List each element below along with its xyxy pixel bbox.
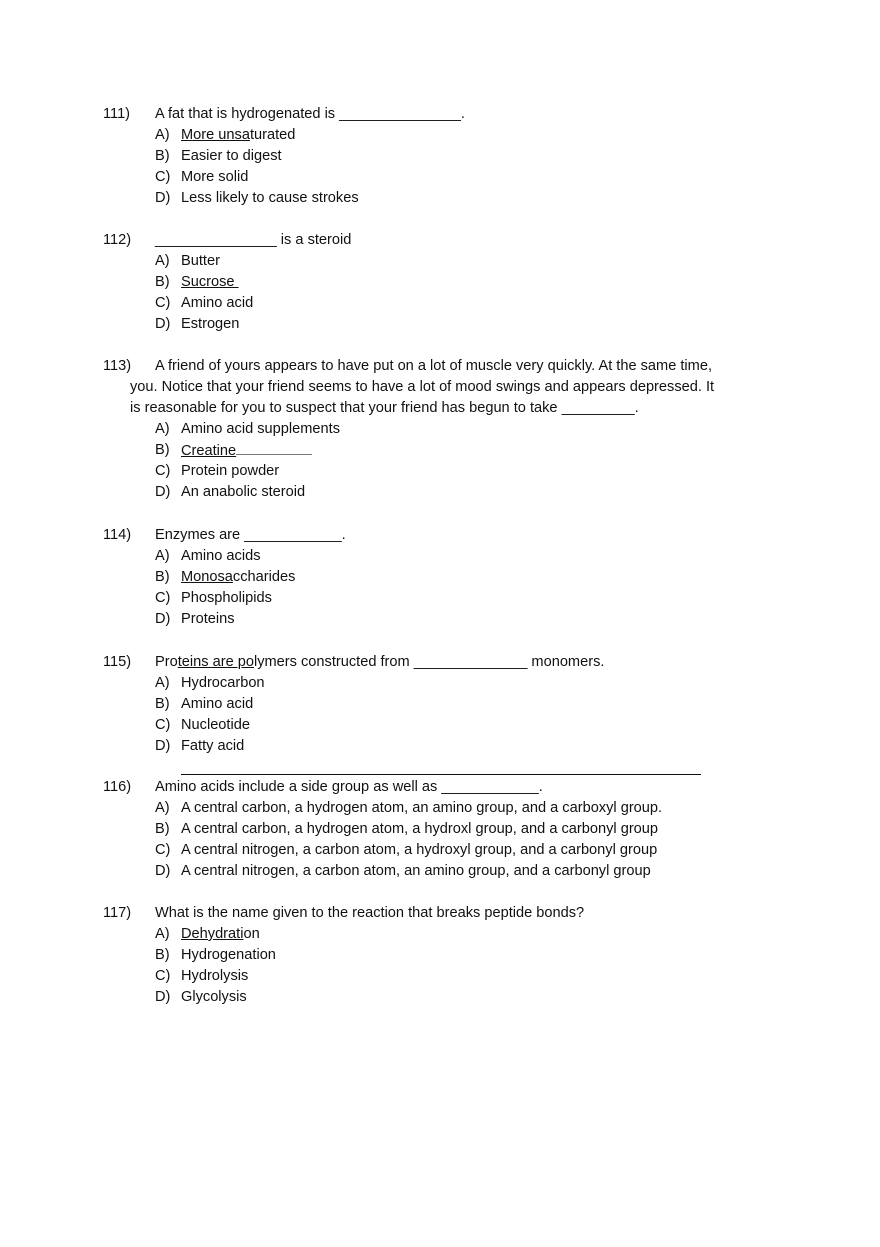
answer-option bbox=[0, 482, 880, 503]
text-segment: _______________ is a steroid bbox=[155, 232, 352, 248]
text-segment: Easier to digest bbox=[181, 148, 282, 164]
option-letter: B) bbox=[155, 947, 170, 963]
option-text bbox=[181, 588, 272, 609]
answer-option bbox=[0, 251, 880, 272]
question-block bbox=[0, 525, 880, 630]
option-text bbox=[181, 861, 651, 882]
question-text bbox=[155, 230, 351, 251]
option-letter: D) bbox=[155, 484, 171, 500]
answer-option bbox=[0, 819, 880, 840]
answer-option bbox=[0, 987, 880, 1008]
option-letter: C) bbox=[155, 295, 171, 311]
text-segment: Less likely to cause strokes bbox=[181, 190, 359, 206]
option-text bbox=[181, 694, 253, 715]
option-letter: C) bbox=[155, 169, 171, 185]
question-text bbox=[155, 652, 604, 673]
option-letter: D) bbox=[155, 738, 171, 754]
text-segment: What is the name given to the reaction that breaks peptide bonds? bbox=[155, 905, 585, 921]
option-letter: D) bbox=[155, 316, 171, 332]
option-letter: D) bbox=[155, 989, 171, 1005]
option-letter: A) bbox=[155, 548, 170, 564]
answer-option bbox=[0, 715, 880, 736]
question-number: 115) bbox=[103, 654, 132, 670]
option-text bbox=[181, 146, 282, 167]
text-segment: Enzymes are ____________. bbox=[155, 527, 346, 543]
text-segment: you. Notice that your friend seems to have a lot of mood swings and appears depressed. It bbox=[130, 379, 715, 395]
option-letter: D) bbox=[155, 863, 171, 879]
option-text bbox=[181, 419, 340, 440]
answer-option bbox=[0, 293, 880, 314]
option-text bbox=[181, 461, 279, 482]
text-segment: Proteins bbox=[181, 611, 235, 627]
text-segment: Sucrose bbox=[181, 274, 239, 290]
answer-option bbox=[0, 966, 880, 987]
option-text bbox=[181, 819, 658, 840]
answer-option bbox=[0, 840, 880, 861]
question-line bbox=[0, 104, 880, 125]
answer-option bbox=[0, 588, 880, 609]
answer-option bbox=[0, 272, 880, 293]
question-line bbox=[0, 377, 880, 398]
question-block bbox=[0, 652, 880, 757]
text-segment: Creatine bbox=[181, 443, 237, 459]
option-text bbox=[181, 673, 265, 694]
text-segment: Phospholipids bbox=[181, 590, 272, 606]
question-line bbox=[0, 230, 880, 251]
text-segment: Amino acids bbox=[181, 548, 261, 564]
option-text bbox=[181, 715, 250, 736]
text-segment: Amino acid bbox=[181, 295, 254, 311]
text-segment: An anabolic steroid bbox=[181, 484, 306, 500]
option-text bbox=[181, 840, 657, 861]
answer-option bbox=[0, 945, 880, 966]
option-text bbox=[181, 966, 248, 987]
question-text bbox=[155, 356, 712, 377]
question-line bbox=[0, 652, 880, 673]
question-text bbox=[155, 903, 584, 924]
option-text bbox=[181, 567, 295, 588]
text-segment: teins are po bbox=[177, 654, 254, 670]
option-letter: D) bbox=[155, 611, 171, 627]
question-number: 111) bbox=[103, 106, 131, 122]
text-segment: Hydrocarbon bbox=[181, 675, 265, 691]
question-block bbox=[0, 230, 880, 335]
option-letter: C) bbox=[155, 842, 171, 858]
question-text bbox=[155, 777, 543, 798]
text-segment: A central nitrogen, a carbon atom, an amino group, and a carbonyl group bbox=[181, 863, 651, 879]
text-segment: Amino acids include a side group as well as ____________. bbox=[155, 779, 543, 795]
text-segment: A central nitrogen, a carbon atom, a hydroxyl group, and a carbonyl group bbox=[181, 842, 658, 858]
underline-blank bbox=[236, 440, 312, 455]
option-letter: B) bbox=[155, 274, 170, 290]
text-segment: Protein powder bbox=[181, 463, 280, 479]
answer-option bbox=[0, 924, 880, 945]
text-segment: Nucleotide bbox=[181, 717, 250, 733]
option-letter: C) bbox=[155, 968, 171, 984]
text-segment: More unsa bbox=[181, 127, 250, 143]
option-letter: B) bbox=[155, 696, 170, 712]
text-segment: A fat that is hydrogenated is _______________. bbox=[155, 106, 465, 122]
option-text bbox=[181, 125, 295, 146]
answer-option bbox=[0, 673, 880, 694]
answer-option bbox=[0, 314, 880, 335]
question-line bbox=[0, 356, 880, 377]
answer-option bbox=[0, 546, 880, 567]
text-segment: Amino acid bbox=[181, 696, 254, 712]
text-segment: Hydrolysis bbox=[181, 968, 249, 984]
option-letter: B) bbox=[155, 442, 170, 458]
option-letter: A) bbox=[155, 926, 170, 942]
question-block bbox=[0, 356, 880, 503]
question-number: 116) bbox=[103, 779, 132, 795]
option-text bbox=[181, 293, 253, 314]
answer-option bbox=[0, 419, 880, 440]
option-text bbox=[181, 924, 260, 945]
option-text bbox=[181, 945, 276, 966]
text-segment: Hydrogenation bbox=[181, 947, 276, 963]
option-letter: D) bbox=[155, 190, 171, 206]
text-segment: Dehydrati bbox=[181, 926, 244, 942]
option-text bbox=[181, 251, 220, 272]
option-letter: A) bbox=[155, 421, 170, 437]
question-text bbox=[130, 398, 639, 419]
question-block bbox=[0, 104, 880, 209]
question-text bbox=[130, 377, 714, 398]
question-number: 117) bbox=[103, 905, 132, 921]
option-text bbox=[181, 736, 244, 757]
question-number: 113) bbox=[103, 358, 132, 374]
option-letter: A) bbox=[155, 127, 170, 143]
text-segment: A friend of yours appears to have put on a lot of muscle very quickly. At the same time, bbox=[155, 358, 713, 374]
question-block bbox=[0, 903, 880, 1008]
text-segment: Amino acid supplements bbox=[181, 421, 340, 437]
text-segment: Butter bbox=[181, 253, 220, 269]
question-text bbox=[155, 104, 465, 125]
option-letter: C) bbox=[155, 590, 171, 606]
answer-option bbox=[0, 461, 880, 482]
option-text bbox=[181, 167, 248, 188]
option-letter: A) bbox=[155, 800, 170, 816]
text-segment: lymers constructed from ______________ monomers. bbox=[253, 654, 605, 670]
text-segment: Glycolysis bbox=[181, 989, 247, 1005]
answer-option bbox=[0, 125, 880, 146]
answer-option bbox=[0, 188, 880, 209]
option-letter: B) bbox=[155, 821, 170, 837]
option-letter: C) bbox=[155, 717, 171, 733]
option-text bbox=[181, 440, 312, 462]
option-text bbox=[181, 609, 235, 630]
answer-option bbox=[0, 694, 880, 715]
text-segment: A central carbon, a hydrogen atom, a hydroxl group, and a carbonyl group bbox=[181, 821, 659, 837]
answer-option bbox=[0, 736, 880, 757]
text-segment: is reasonable for you to suspect that your friend has begun to take _________. bbox=[130, 400, 639, 416]
answer-option bbox=[0, 567, 880, 588]
option-letter: A) bbox=[155, 253, 170, 269]
answer-option bbox=[0, 861, 880, 882]
question-number: 112) bbox=[103, 232, 132, 248]
option-letter: C) bbox=[155, 463, 171, 479]
question-line bbox=[0, 398, 880, 419]
option-text bbox=[181, 546, 261, 567]
question-block bbox=[0, 777, 880, 882]
option-text bbox=[181, 798, 662, 819]
text-segment: ccharides bbox=[232, 569, 296, 585]
answer-option bbox=[0, 609, 880, 630]
text-segment: Estrogen bbox=[181, 316, 240, 332]
text-segment: Pro bbox=[155, 654, 178, 670]
question-text bbox=[155, 525, 346, 546]
answer-option bbox=[0, 167, 880, 188]
answer-option bbox=[0, 146, 880, 167]
answer-option bbox=[0, 798, 880, 819]
text-segment: A central carbon, a hydrogen atom, an amino group, and a carboxyl group. bbox=[181, 800, 663, 816]
option-text bbox=[181, 314, 239, 335]
option-text bbox=[181, 188, 359, 209]
option-text bbox=[181, 272, 239, 293]
question-line bbox=[0, 525, 880, 546]
question-line bbox=[0, 903, 880, 924]
text-segment: Fatty acid bbox=[181, 738, 245, 754]
option-letter: B) bbox=[155, 148, 170, 164]
horizontal-rule bbox=[181, 774, 701, 775]
question-number: 114) bbox=[103, 527, 132, 543]
text-segment: turated bbox=[249, 127, 296, 143]
option-letter: A) bbox=[155, 675, 170, 691]
answer-option bbox=[0, 440, 880, 461]
option-text bbox=[181, 482, 305, 503]
text-segment: on bbox=[243, 926, 260, 942]
text-segment: Monosa bbox=[181, 569, 233, 585]
option-letter: B) bbox=[155, 569, 170, 585]
option-text bbox=[181, 987, 247, 1008]
question-line bbox=[0, 777, 880, 798]
text-segment: More solid bbox=[181, 169, 249, 185]
